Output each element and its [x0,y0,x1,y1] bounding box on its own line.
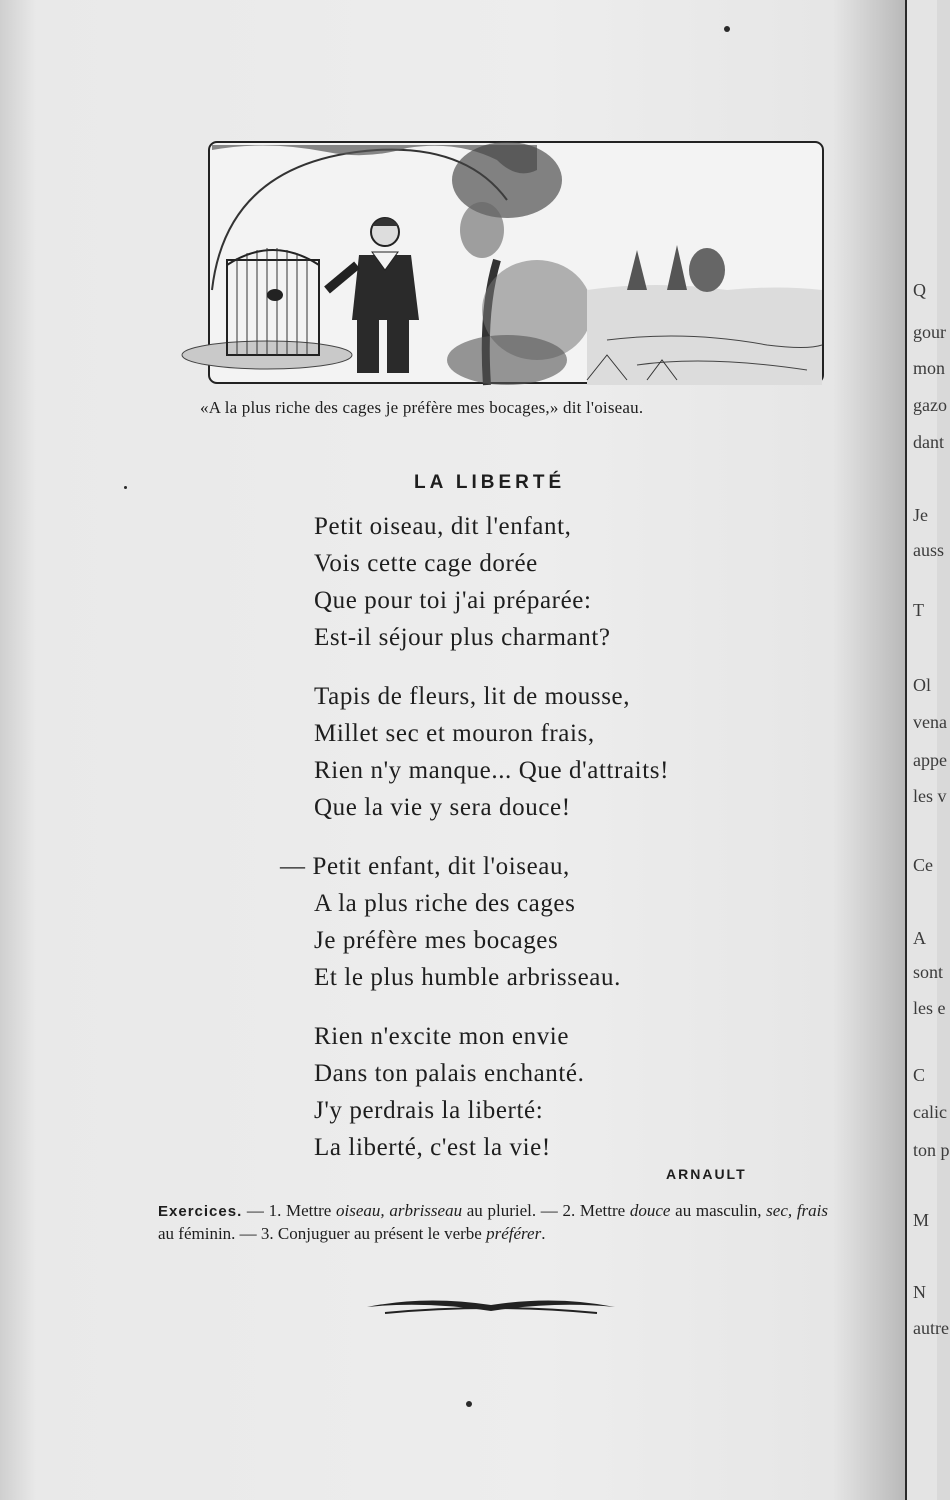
page-fragment: vena [913,712,947,732]
page-fragment: Q [913,280,926,300]
page-fragment: appe [913,750,947,770]
poem-line: Millet sec et mouron frais, [314,720,595,747]
exercise-word: frais [796,1201,829,1220]
exercise-text: — 1. Mettre [242,1201,337,1220]
exercises-label: Exercices. [158,1203,243,1220]
page-fragment: sont [913,962,944,982]
page-fragment: Ol [913,675,931,695]
exercise-word: oiseau, [336,1201,385,1220]
page-fragment: Je [913,505,928,525]
poem-line: — Petit enfant, dit l'oiseau, [280,853,570,880]
exercise-text: au pluriel. — 2. Mettre [462,1201,630,1220]
poem-line: Dans ton palais enchanté. [314,1060,585,1087]
page-fragment: mon [913,358,946,378]
exercise-word: arbrisseau [389,1201,463,1220]
poem-line: J'y perdrais la liberté: [314,1097,544,1124]
page-fragment: M [913,1210,930,1230]
exercises-paragraph [158,1200,828,1245]
poem-line: Que pour toi j'ai préparée: [314,587,592,614]
poem-line: Tapis de fleurs, lit de mousse, [314,683,631,710]
stanza-4 [280,1018,820,1166]
poem-line: Petit oiseau, dit l'enfant, [314,513,572,540]
exercise-text: au masculin, [670,1201,767,1220]
divider-ornament [365,1293,617,1321]
print-speck [466,1401,472,1407]
poem-line: Rien n'excite mon envie [314,1023,570,1050]
poem-line: La liberté, c'est la vie! [314,1134,551,1161]
poem-title: LA LIBERTÉ [414,472,566,493]
stanza-2 [280,678,820,826]
illustration-caption: «A la plus riche des cages je préfère mes bocages,» dit l'oiseau. [200,398,644,417]
poem [280,508,820,1188]
page-fragment: les e [913,998,946,1018]
page-fragment: gour [913,322,946,342]
poem-line: Je préfère mes bocages [314,927,559,954]
page-fragment: les v [913,786,947,806]
page-fragment: T [913,600,924,620]
print-speck [124,486,127,489]
exercise-text: au féminin. — 3. Conjuguer au présent le verbe [158,1224,487,1243]
exercise-word: douce [629,1201,671,1220]
exercise-word: sec, [766,1201,793,1220]
page-fragment: gazo [913,395,947,415]
poem-line: Et le plus humble arbrisseau. [314,964,621,991]
page-fragment: autre [913,1318,949,1338]
exercise-text: . [541,1224,546,1243]
poem-line: Rien n'y manque... Que d'attraits! [314,757,670,784]
poem-line: Que la vie y sera douce! [314,794,571,821]
exercise-word: préférer [486,1224,542,1243]
stanza-3 [280,848,820,996]
poem-author: ARNAULT [666,1166,747,1182]
engraving-illustration [207,140,825,385]
page-fragment: dant [913,432,944,452]
page-fragment: ton p [913,1140,950,1160]
poem-line: A la plus riche des cages [314,890,576,917]
page-fragment: calic [913,1102,947,1122]
page-fragment: A [913,928,926,948]
stanza-1 [280,508,820,656]
facing-page-edge [905,0,950,1500]
page-fragment: C [913,1065,926,1085]
poem-line: Vois cette cage dorée [314,550,538,577]
page-fragment: Ce [913,855,933,875]
print-speck [724,26,730,32]
page-fragment: N [913,1282,926,1302]
poem-line: Est-il séjour plus charmant? [314,624,611,651]
page-fragment: auss [913,540,944,560]
